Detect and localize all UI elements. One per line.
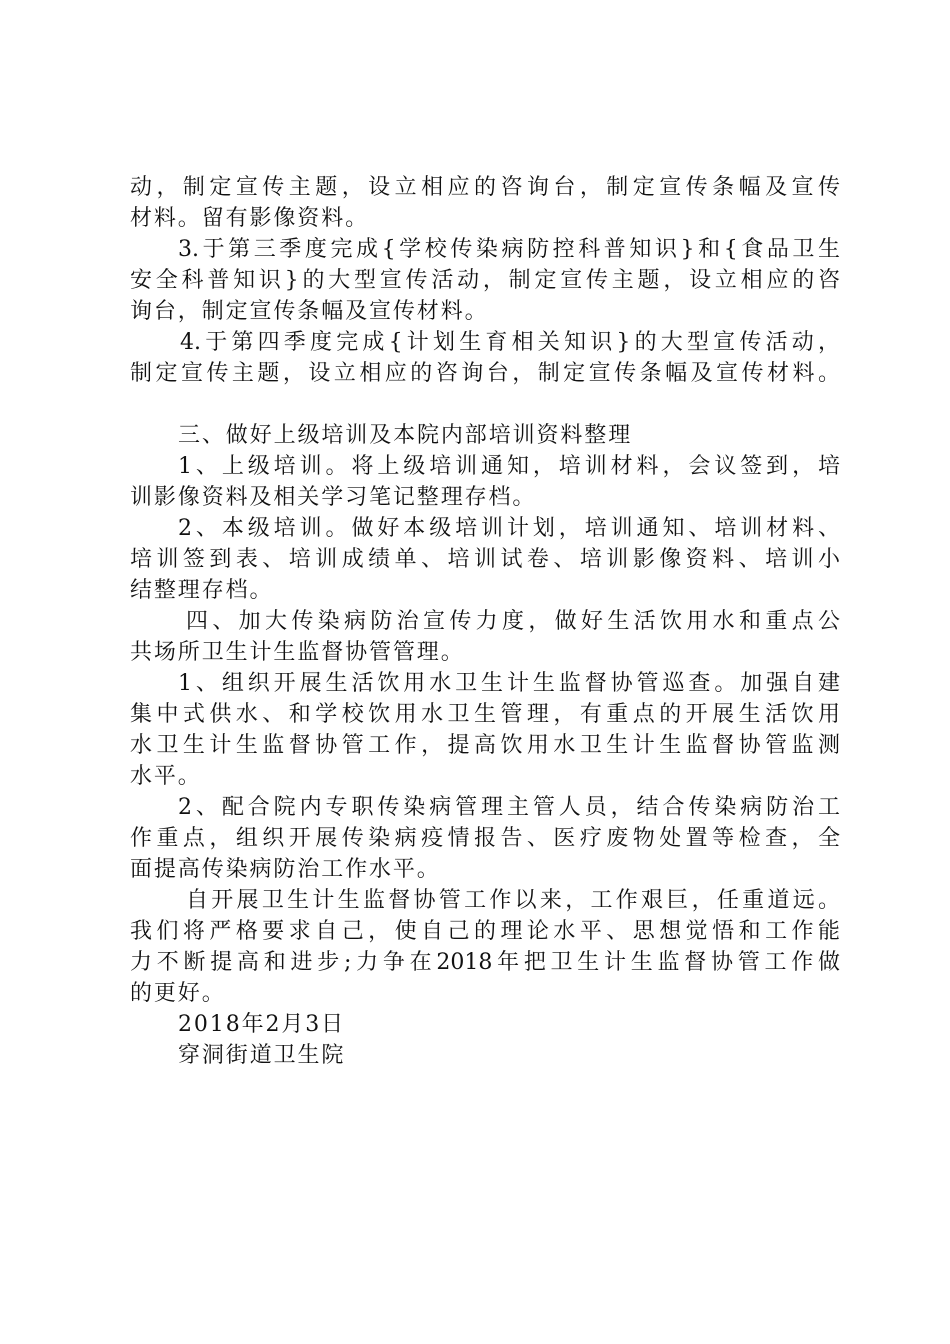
text-line: 询台，制定宣传条幅及宣传材料。 <box>130 299 489 324</box>
section-heading: 三、做好上级培训及本院内部培训资料整理 <box>178 423 633 448</box>
text-line: 集中式供水、和学校饮用水卫生管理，有重点的开展生活饮用 <box>130 702 840 727</box>
text-line: 2、本级培训。做好本级培训计划，培训通知、培训材料、 <box>178 516 840 541</box>
date-line: 2018年2月3日 <box>178 1012 346 1037</box>
text-line: 安全科普知识}的大型宣传活动，制定宣传主题，设立相应的咨 <box>130 268 840 293</box>
text-line: 共场所卫生计生监督协管管理。 <box>130 640 465 665</box>
text-line: 材料。留有影像资料。 <box>130 206 370 231</box>
text-line: 面提高传染病防治工作水平。 <box>130 857 441 882</box>
blank-line <box>130 389 840 420</box>
text-line: 水卫生计生监督协管工作，提高饮用水卫生计生监督协管监测 <box>130 733 840 758</box>
text-line: 3.于第三季度完成{学校传染病防控科普知识}和{食品卫生 <box>178 237 840 262</box>
text-line: 我们将严格要求自己，使自己的理论水平、思想觉悟和工作能 <box>130 919 840 944</box>
text-line: 2、配合院内专职传染病管理主管人员，结合传染病防治工 <box>178 795 840 820</box>
text-line: 4.于第四季度完成{计划生育相关知识}的大型宣传活动， <box>180 330 840 355</box>
signature-line: 穿洞街道卫生院 <box>178 1043 346 1068</box>
text-line: 训影像资料及相关学习笔记整理存档。 <box>130 485 537 510</box>
text-line: 1、上级培训。将上级培训通知，培训材料，会议签到，培 <box>178 454 840 479</box>
text-line: 的更好。 <box>130 981 226 1006</box>
document-body <box>130 172 840 1071</box>
text-line: 1、组织开展生活饮用水卫生计生监督协管巡查。加强自建 <box>178 671 840 696</box>
text-line: 力不断提高和进步;力争在2018年把卫生计生监督协管工作做 <box>130 950 840 975</box>
section-heading: 四、加大传染病防治宣传力度，做好生活饮用水和重点公 <box>186 609 840 634</box>
text-line: 自开展卫生计生监督协管工作以来，工作艰巨，任重道远。 <box>186 888 840 913</box>
text-line: 结整理存档。 <box>130 578 274 603</box>
text-line: 培训签到表、培训成绩单、培训试卷、培训影像资料、培训小 <box>130 547 840 572</box>
text-line: 水平。 <box>130 764 202 789</box>
text-line: 制定宣传主题，设立相应的咨询台，制定宣传条幅及宣传材料。 <box>130 361 840 386</box>
text-line: 作重点，组织开展传染病疫情报告、医疗废物处置等检查，全 <box>130 826 840 851</box>
text-line: 动，制定宣传主题，设立相应的咨询台，制定宣传条幅及宣传 <box>130 175 840 200</box>
